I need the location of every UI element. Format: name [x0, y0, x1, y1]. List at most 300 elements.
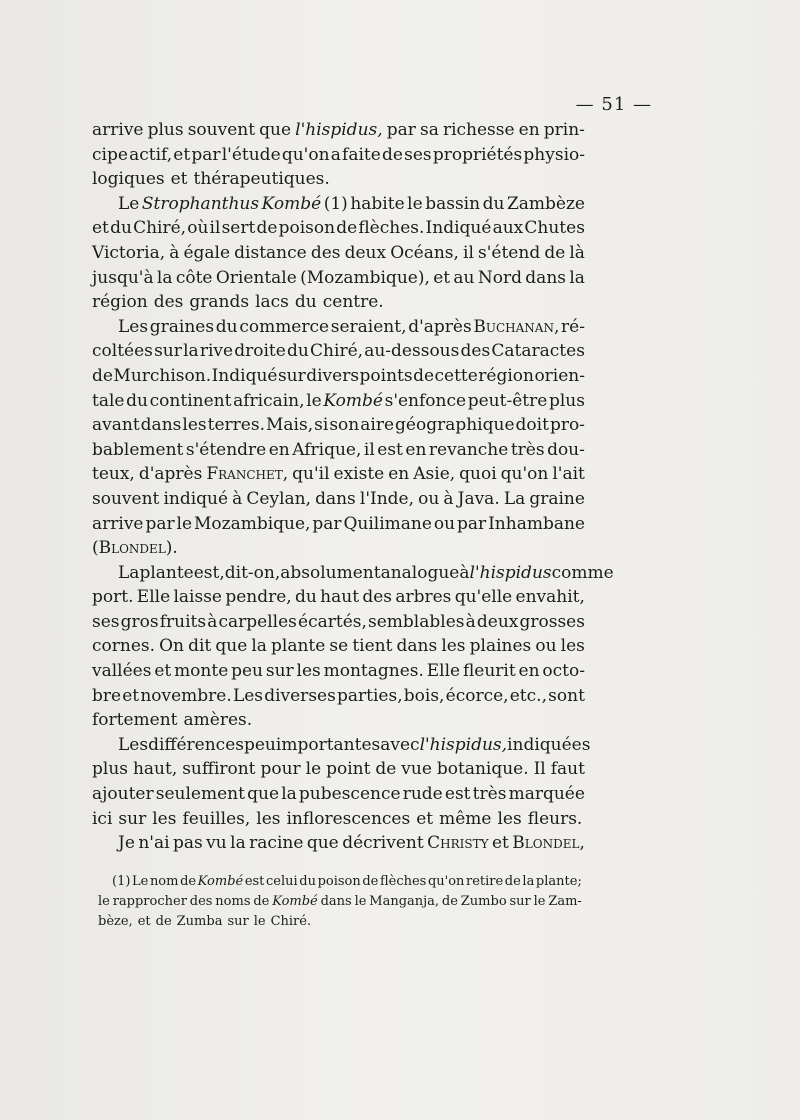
word: Inhambane	[488, 513, 585, 534]
word: cipe	[92, 144, 128, 165]
word: aux	[492, 218, 524, 239]
word: Kombé	[197, 874, 244, 889]
word: importantes	[275, 734, 381, 755]
word: à	[465, 611, 476, 632]
word: il	[463, 242, 474, 263]
word: il	[209, 218, 221, 239]
word: ici	[92, 808, 113, 829]
word: Zambèze	[506, 193, 585, 214]
word: bre	[92, 685, 122, 706]
word: rude	[402, 784, 443, 805]
word: Murchison.	[113, 365, 212, 386]
word: On	[159, 636, 185, 657]
word: de	[92, 365, 113, 386]
word: en	[405, 439, 427, 460]
word: noms	[215, 894, 251, 909]
body-line	[92, 659, 585, 684]
body-line	[92, 462, 585, 487]
word: Nord	[477, 267, 522, 288]
word: de	[336, 218, 358, 239]
word: tient	[352, 636, 393, 657]
word: Franchet,	[206, 464, 289, 485]
word: vue	[401, 759, 432, 780]
word: coltées	[92, 341, 153, 362]
word: est	[244, 874, 265, 889]
body-line	[92, 782, 585, 807]
word: octo-	[542, 661, 585, 682]
word: les	[441, 636, 466, 657]
word: du	[295, 587, 317, 608]
word: l'ait	[552, 464, 585, 485]
word: habite	[350, 193, 405, 214]
body-line	[92, 315, 585, 340]
word: ou	[418, 488, 440, 509]
word: rapprocher	[112, 894, 187, 909]
word: Indiqué	[211, 365, 278, 386]
word: indiqué	[163, 488, 229, 509]
word: du	[482, 193, 505, 214]
body-line	[92, 708, 585, 733]
word: l'hispidus	[469, 562, 552, 583]
word: poison	[317, 874, 361, 889]
word: Le	[132, 874, 149, 889]
word: seraient,	[330, 316, 407, 337]
word: sert	[221, 218, 256, 239]
word: flèches.	[358, 218, 425, 239]
word: ré-	[561, 316, 585, 337]
word: bèze,	[98, 914, 133, 929]
word: Kombé	[323, 390, 383, 411]
word: dit-on,	[224, 562, 281, 583]
word: qu'elle	[454, 587, 513, 608]
word: très	[472, 784, 507, 805]
word: orien-	[534, 365, 585, 386]
page-number: — 51 —	[575, 94, 652, 115]
body-line	[92, 610, 585, 635]
word: amères.	[183, 710, 253, 731]
word: au-dessous	[364, 341, 460, 362]
word: celui	[266, 874, 298, 889]
word: novembre.	[140, 685, 232, 706]
word: écorce,	[445, 685, 509, 706]
word: les	[497, 808, 522, 829]
word: à	[459, 562, 470, 583]
word: différences	[148, 734, 244, 755]
word: marquée	[508, 784, 585, 805]
word: envahit,	[515, 587, 585, 608]
word: Océans,	[390, 242, 459, 263]
word: égale	[183, 242, 231, 263]
body-line	[92, 118, 585, 143]
word: peu	[231, 661, 264, 682]
footnotes	[98, 872, 582, 932]
word: pro-	[549, 415, 585, 436]
body-line	[92, 831, 585, 856]
word: bois,	[403, 685, 445, 706]
word: (1)	[323, 193, 348, 214]
word: le	[354, 894, 367, 909]
footnote-line	[98, 912, 582, 932]
word: du	[110, 218, 132, 239]
word: physio-	[523, 144, 585, 165]
word: de	[375, 759, 397, 780]
word: l'hispidus,	[419, 734, 508, 755]
word: commerce	[239, 316, 330, 337]
word: du	[287, 341, 309, 362]
word: feuilles,	[182, 808, 251, 829]
word: centre.	[322, 292, 384, 313]
word: Zumba	[176, 914, 223, 929]
word: plante	[139, 562, 194, 583]
word: Mozambique,	[193, 513, 311, 534]
word: pour	[260, 759, 301, 780]
word: par	[457, 513, 487, 534]
word: logiques	[92, 169, 165, 190]
word: Zam-	[548, 894, 582, 909]
word: à	[443, 488, 454, 509]
word: et	[170, 169, 188, 190]
word: des	[153, 292, 184, 313]
word: Indiqué	[425, 218, 492, 239]
word: les	[152, 808, 177, 829]
word: poison	[278, 218, 336, 239]
word: Elle	[426, 661, 461, 682]
body-line	[92, 634, 585, 659]
word: fleurit	[462, 661, 516, 682]
word: Ceylan,	[246, 488, 311, 509]
word: fruits	[159, 611, 207, 632]
word: Les	[232, 685, 264, 706]
word: terres.	[207, 415, 265, 436]
body-line	[92, 684, 585, 709]
word: carpelles	[218, 611, 297, 632]
word: arrive	[92, 513, 144, 534]
word: dit	[188, 636, 212, 657]
word: par	[386, 120, 416, 140]
word: peut-être	[467, 390, 548, 411]
word: quoi	[459, 464, 497, 485]
word: Kombé	[261, 193, 322, 214]
word: ses	[92, 611, 120, 632]
word: en	[518, 661, 540, 682]
word: peu	[243, 734, 276, 755]
word: Les	[118, 734, 149, 755]
word: décrivent	[342, 833, 424, 854]
word: plante	[271, 636, 326, 657]
word: s'étend	[478, 242, 541, 263]
word: absolument	[280, 562, 381, 583]
word: a	[330, 144, 341, 165]
word: Victoria,	[92, 242, 166, 263]
word: diverses	[264, 685, 336, 706]
word: en	[518, 120, 540, 140]
word: des	[460, 341, 491, 362]
word: qu'on	[281, 144, 330, 165]
word: ses	[404, 144, 432, 165]
word: semblables	[368, 611, 465, 632]
word: actif,	[129, 144, 173, 165]
word: des	[362, 587, 393, 608]
word: l'étude	[221, 144, 281, 165]
word: bassin	[425, 193, 481, 214]
word: Strophanthus	[141, 193, 260, 214]
footnote-line	[98, 892, 582, 912]
word: géographique	[395, 415, 515, 436]
word: par	[312, 513, 342, 534]
word: même	[439, 808, 492, 829]
word: des	[189, 894, 213, 909]
word: le	[306, 390, 322, 411]
word: tale	[92, 390, 125, 411]
word: est,	[193, 562, 225, 583]
word: fleurs.	[527, 808, 583, 829]
word: sur	[277, 365, 306, 386]
word: port.	[92, 587, 134, 608]
word: sur	[509, 894, 531, 909]
word: racine	[249, 833, 304, 854]
word: etc.,	[509, 685, 547, 706]
word: du	[215, 316, 238, 337]
body-line	[92, 807, 585, 832]
word: doit	[515, 415, 549, 436]
word: montagnes.	[323, 661, 424, 682]
body-line	[92, 143, 585, 168]
word: la	[251, 636, 267, 657]
word: plante;	[535, 874, 582, 889]
body-line	[92, 266, 585, 291]
word: revanche	[428, 439, 509, 460]
word: il	[363, 439, 375, 460]
word: Asie,	[413, 464, 456, 485]
word: Chutes	[524, 218, 585, 239]
body-line	[92, 733, 591, 758]
word: souvent	[92, 488, 160, 509]
word: divers	[306, 365, 360, 386]
word: grands	[189, 292, 250, 313]
word: faite	[342, 144, 381, 165]
word: s'étendre	[185, 439, 267, 460]
word: et	[433, 267, 451, 288]
word: sur	[265, 661, 294, 682]
word: et	[122, 685, 140, 706]
word: plus	[92, 759, 128, 780]
word: africain,	[233, 390, 305, 411]
word: jusqu'à	[92, 267, 154, 288]
word: haut	[320, 587, 360, 608]
word: avec	[380, 734, 420, 755]
word: Mais,	[266, 415, 314, 436]
body-line	[92, 585, 585, 610]
word: dans	[396, 636, 438, 657]
word: à	[207, 611, 218, 632]
word: les	[560, 636, 585, 657]
body-line	[92, 561, 614, 586]
word: retire	[466, 874, 504, 889]
word: sur	[227, 914, 249, 929]
word: est	[377, 439, 403, 460]
word: Chiré,	[133, 218, 187, 239]
word: parties,	[337, 685, 403, 706]
word: très	[510, 439, 545, 460]
word: inflorescences	[286, 808, 411, 829]
word: gros	[120, 611, 159, 632]
word: Quilimane	[343, 513, 432, 534]
word: analogue	[380, 562, 460, 583]
word: teux,	[92, 464, 135, 485]
word: de	[362, 874, 379, 889]
word: de	[155, 914, 172, 929]
word: sur	[154, 341, 182, 362]
word: vallées	[92, 661, 152, 682]
word: de	[253, 894, 270, 909]
word: côte	[175, 267, 213, 288]
word: la	[569, 267, 585, 288]
word: nom	[149, 874, 179, 889]
word: région	[478, 365, 534, 386]
word: plus	[548, 390, 585, 411]
word: la	[156, 267, 173, 288]
word: (1)	[112, 874, 131, 889]
word: au	[453, 267, 475, 288]
word: Manganja,	[369, 894, 440, 909]
word: Chiré,	[310, 341, 364, 362]
word: arrive	[92, 120, 144, 140]
body-line	[92, 487, 585, 512]
word: où	[187, 218, 209, 239]
word: fortement	[92, 710, 178, 731]
word: Orientale	[215, 267, 297, 288]
word: ou	[433, 513, 456, 534]
word: cornes.	[92, 636, 156, 657]
body-line	[92, 216, 585, 241]
word: rive	[199, 341, 234, 362]
word: qu'il	[292, 464, 330, 485]
body-line	[92, 241, 585, 266]
word: pas	[172, 833, 203, 854]
body-line	[92, 389, 585, 414]
word: sa	[419, 120, 439, 140]
word: Kombé	[272, 894, 318, 909]
word: Afrique,	[292, 439, 362, 460]
word: La	[503, 488, 526, 509]
word: son	[329, 415, 360, 436]
body-text	[92, 118, 614, 856]
body-line	[92, 512, 585, 537]
word: la	[522, 874, 535, 889]
word: suffiront	[182, 759, 256, 780]
word: à	[232, 488, 243, 509]
word: et	[173, 144, 191, 165]
word: (Mozambique),	[300, 267, 430, 288]
word: l'Inde,	[359, 488, 415, 509]
word: Les	[118, 316, 149, 337]
word: dans	[140, 415, 182, 436]
word: points	[359, 365, 413, 386]
word: pendre,	[225, 587, 292, 608]
word: et	[491, 833, 509, 854]
word: plaines	[469, 636, 532, 657]
word: le	[407, 193, 423, 214]
word: de	[256, 218, 278, 239]
word: que	[259, 120, 292, 140]
body-line	[92, 192, 585, 217]
word: ajouter	[92, 784, 154, 805]
word: dou-	[547, 439, 585, 460]
word: qu'on	[500, 464, 549, 485]
word: richesse	[442, 120, 515, 140]
word: d'après	[408, 316, 472, 337]
word: est	[444, 784, 471, 805]
word: le	[533, 894, 546, 909]
word: Buchanan,	[473, 316, 560, 337]
word: graine	[529, 488, 585, 509]
word: avant	[92, 415, 140, 436]
word: Zumbo	[460, 894, 507, 909]
word: région	[92, 292, 148, 313]
word: La	[118, 562, 140, 583]
word: l'hispidus,	[295, 120, 383, 140]
word: et	[154, 661, 172, 682]
word: Le	[118, 193, 140, 214]
word: et	[92, 218, 109, 239]
word: faut	[550, 759, 585, 780]
word: Cataractes	[491, 341, 585, 362]
word: Il	[533, 759, 546, 780]
word: écartés,	[298, 611, 367, 632]
word: Java.	[457, 488, 500, 509]
word: pubescence	[298, 784, 401, 805]
word: sont	[548, 685, 585, 706]
word: Christy	[427, 833, 489, 854]
body-line	[92, 290, 585, 315]
word: les	[182, 415, 207, 436]
word: prin-	[543, 120, 585, 140]
word: de	[441, 894, 458, 909]
word: deux	[476, 611, 519, 632]
word: la	[230, 833, 246, 854]
word: seulement	[155, 784, 245, 805]
word: de	[382, 144, 403, 165]
word: les	[256, 808, 281, 829]
word: par	[145, 513, 175, 534]
word: et	[416, 808, 434, 829]
word: comme	[551, 562, 614, 583]
word: arbres	[395, 587, 452, 608]
word: que	[306, 833, 339, 854]
word: de	[504, 874, 521, 889]
word: point	[326, 759, 371, 780]
word: d'après	[138, 464, 203, 485]
word: aire	[360, 415, 395, 436]
word: la	[281, 784, 297, 805]
word: du	[299, 874, 316, 889]
word: bablement	[92, 439, 184, 460]
word: du	[126, 390, 148, 411]
body-line	[92, 364, 585, 389]
word: graines	[149, 316, 215, 337]
word: que	[247, 784, 280, 805]
word: souvent	[187, 120, 256, 140]
word: n'ai	[138, 833, 170, 854]
word: du	[294, 292, 317, 313]
word: continent	[149, 390, 232, 411]
word: le	[176, 513, 193, 534]
word: la	[183, 341, 199, 362]
word: se	[329, 636, 349, 657]
body-line	[92, 438, 585, 463]
word: Chiré.	[270, 914, 312, 929]
word: dans	[315, 488, 356, 509]
